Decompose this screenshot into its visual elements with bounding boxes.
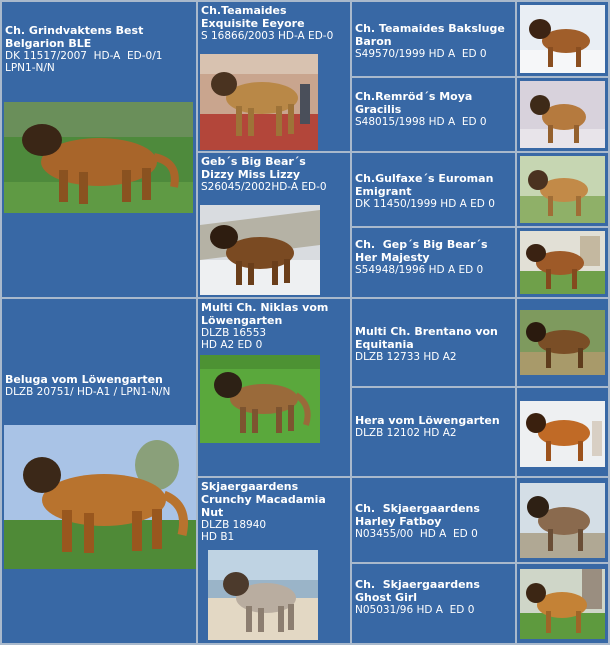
dam-name: Beluga vom Löwengarten xyxy=(5,373,163,386)
sire-sire-cell xyxy=(198,2,350,151)
sire-sire-registration: S 16866/2003 HD-A ED-0 xyxy=(201,30,334,42)
dsd-cell xyxy=(352,388,515,476)
ssd-photo xyxy=(520,81,605,148)
sss-name: Ch. Teamaides Baksluge Baron xyxy=(355,22,505,48)
dsd-name: Hera vom Löwengarten xyxy=(355,414,500,427)
sdd-photo-cell xyxy=(517,228,608,297)
dsd-photo-cell xyxy=(517,388,608,476)
ssd-name: Ch.Remröd´s Moya Gracilis xyxy=(355,90,473,116)
ddd-registration: N05031/96 HD A ED 0 xyxy=(355,604,475,616)
dam-photo xyxy=(4,425,196,569)
sire-dam-photo xyxy=(200,205,320,295)
dam-sire-name: Multi Ch. Niklas vom Löwengarten xyxy=(201,301,329,327)
sss-cell xyxy=(352,2,515,76)
dam-dam-name: Skjaergaardens Crunchy Macadamia Nut xyxy=(201,480,326,519)
dss-cell xyxy=(352,299,515,386)
dam-dam-photo xyxy=(208,550,318,640)
dsd-photo xyxy=(520,401,605,467)
sds-name: Ch.Gulfaxe´s Euroman Emigrant xyxy=(355,172,494,198)
sdd-registration: S54948/1996 HD A ED 0 xyxy=(355,264,484,276)
ddd-photo-cell xyxy=(517,564,608,643)
dds-photo xyxy=(520,483,605,558)
sss-photo-cell xyxy=(517,2,608,76)
dam-sire-photo xyxy=(200,355,320,443)
ddd-photo xyxy=(520,569,605,639)
sds-photo-cell xyxy=(517,153,608,226)
dss-photo xyxy=(520,310,605,375)
sire-photo xyxy=(4,102,193,213)
sds-registration: DK 11450/1999 HD A ED 0 xyxy=(355,198,495,210)
sds-cell xyxy=(352,153,515,226)
sire-cell xyxy=(2,2,196,297)
sss-registration: S49570/1999 HD A ED 0 xyxy=(355,48,487,60)
ddd-cell xyxy=(352,564,515,643)
dam-dam-registration: DLZB 18940 HD B1 xyxy=(201,519,267,543)
sire-registration: DK 11517/2007 HD-A ED-0/1 LPN1-N/N xyxy=(5,50,163,74)
sire-sire-photo xyxy=(200,54,318,150)
dam-sire-cell xyxy=(198,299,350,476)
dds-name: Ch. Skjaergaardens Harley Fatboy xyxy=(355,502,480,528)
dds-registration: N03455/00 HD A ED 0 xyxy=(355,528,478,540)
sdd-photo xyxy=(520,231,605,294)
dam-registration: DLZB 20751/ HD-A1 / LPN1-N/N xyxy=(5,386,171,398)
dds-cell xyxy=(352,478,515,562)
sdd-name: Ch. Gep´s Big Bear´s Her Majesty xyxy=(355,238,488,264)
dss-name: Multi Ch. Brentano von Equitania xyxy=(355,325,498,351)
dam-dam-cell xyxy=(198,478,350,643)
sire-dam-registration: S26045/2002HD-A ED-0 xyxy=(201,181,327,193)
dam-cell xyxy=(2,299,196,643)
dsd-registration: DLZB 12102 HD A2 xyxy=(355,427,457,439)
sds-photo xyxy=(520,156,605,223)
ddd-name: Ch. Skjaergaardens Ghost Girl xyxy=(355,578,480,604)
sss-photo xyxy=(520,5,605,73)
dss-registration: DLZB 12733 HD A2 xyxy=(355,351,457,363)
sire-dam-cell xyxy=(198,153,350,297)
ssd-registration: S48015/1998 HD A ED 0 xyxy=(355,116,487,128)
sire-dam-name: Geb´s Big Bear´s Dizzy Miss Lizzy xyxy=(201,155,306,181)
sire-name: Ch. Grindvaktens Best Belgarion BLE xyxy=(5,24,144,50)
ssd-cell xyxy=(352,78,515,151)
ssd-photo-cell xyxy=(517,78,608,151)
dss-photo-cell xyxy=(517,299,608,386)
sire-sire-name: Ch.Teamaides Exquisite Eeyore xyxy=(201,4,305,30)
dam-sire-registration: DLZB 16553 HD A2 ED 0 xyxy=(201,327,267,351)
dds-photo-cell xyxy=(517,478,608,562)
sdd-cell xyxy=(352,228,515,297)
